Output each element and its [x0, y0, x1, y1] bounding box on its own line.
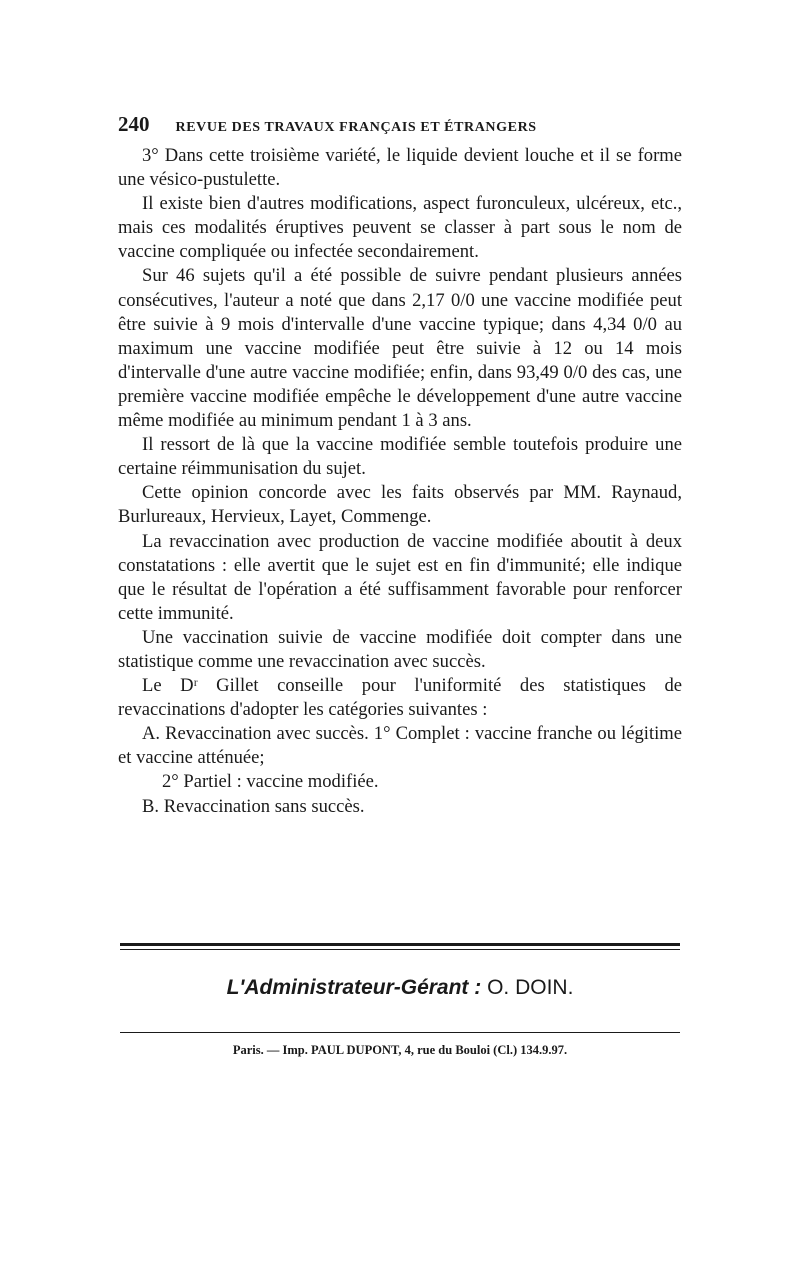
page-number: 240: [118, 112, 150, 136]
paragraph: Une vaccination suivie de vaccine modifiée doit compter dans une statistique comme une revaccination avec succès.: [118, 626, 682, 672]
imprint-rule: [120, 1032, 680, 1033]
list-item-a-partial: 2° Partiel : vaccine modifiée.: [162, 771, 379, 793]
paragraph: Cette opinion concorde avec les faits observés par MM. Raynaud, Burlureaux, Hervieux, Layet, Commenge.: [118, 482, 682, 528]
running-header: [118, 112, 682, 140]
printer-imprint: Paris. — Imp. PAUL DUPONT, 4, rue du Bouloi (Cl.) 134.9.97.: [232, 1043, 568, 1057]
signature-name: O. DOIN.: [487, 976, 574, 999]
paragraph: Le Dʳ Gillet conseille pour l'uniformité des statistiques de revaccinations d'adopter les catégories suivantes :: [118, 675, 682, 721]
signature-line: [120, 976, 680, 1000]
running-title: REVUE DES TRAVAUX FRANÇAIS ET ÉTRANGERS: [175, 120, 537, 135]
paragraph: La revaccination avec production de vaccine modifiée aboutit à deux constatations : elle avertit que le sujet est en fin d'immunité; elle indique que le résultat de l'opération a été suffisamment favorable pour renforcer cette immunité.: [118, 530, 682, 624]
paragraph: Sur 46 sujets qu'il a été possible de suivre pendant plusieurs années consécutives, l'auteur a noté que dans 2,17 0/0 une vaccine modifiée peut être suivie à 9 mois d'intervalle d'une vaccine typique; dans 4,34 0/0 au maximum une vaccine modifiée peut être suivie à 12 ou 14 mois d'intervalle d'une autre vaccine modifiée; enfin, dans 93,49 0/0 des cas, une première vaccine modifiée empêche le développement d'une autre vaccine même modifiée au minimum pendant 1 à 3 ans.: [118, 265, 682, 432]
thin-rule: [120, 1032, 680, 1033]
paragraph: Il ressort de là que la vaccine modifiée semble toutefois produire une certaine réimmunisation du sujet.: [118, 434, 682, 480]
thin-rule: [120, 949, 680, 950]
list-item-a: A. Revaccination avec succès. 1° Complet : vaccine franche ou légitime et vaccine atténuée;: [118, 723, 682, 769]
body-text: [118, 144, 682, 819]
section-rule: [120, 943, 680, 950]
signature-label: L'Administrateur-Gérant :: [226, 976, 482, 999]
page: [118, 112, 682, 819]
paragraph: 3° Dans cette troisième variété, le liquide devient louche et il se forme une vésico-pustulette.: [118, 145, 682, 191]
list-item-b: B. Revaccination sans succès.: [142, 795, 365, 817]
paragraph: Il existe bien d'autres modifications, aspect furonculeux, ulcéreux, etc., mais ces modalités éruptives peuvent se classer à part sous le nom de vaccine compliquée ou infectée secondairement.: [118, 193, 682, 263]
